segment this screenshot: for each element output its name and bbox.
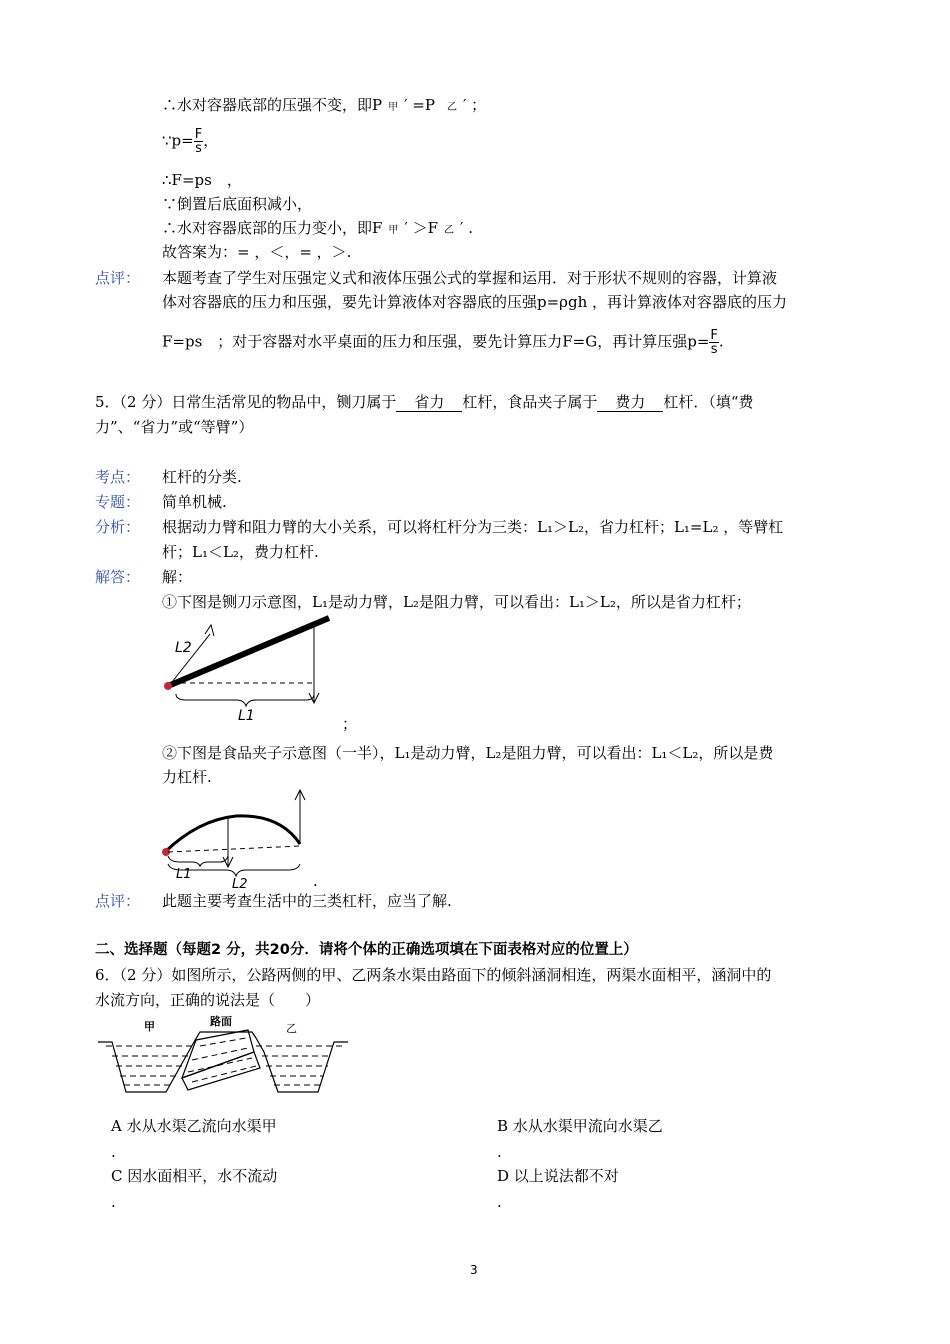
l1-brace <box>176 694 314 706</box>
kaodian-text: 杠杆的分类. <box>162 468 242 486</box>
q5-text-a: 5．（2 分）日常生活常见的物品中，铡刀属于 <box>95 393 397 411</box>
q5-answer2: 费力 <box>597 394 663 412</box>
review4-line3-text: F=ps ；对于容器对水平桌面的压力和压强，要先计算压力F=G，再计算压强p= <box>162 332 710 351</box>
option-a[interactable]: A 水从水渠乙流向水渠甲 <box>111 1117 277 1135</box>
sub-yi: 乙 <box>444 225 455 236</box>
l1-brace <box>168 856 228 866</box>
fenxi-line1: 根据动力臂和阻力臂的大小关系，可以将杠杆分为三类：L₁＞L₂，省力杠杆；L₁=L₂ ，等臂杠 <box>162 518 784 536</box>
q5-line2: 力”、“省力”或“等臂”） <box>95 418 254 436</box>
sol4-line2-pre: ∵p= <box>162 131 194 150</box>
option-c-dot: . <box>111 1193 116 1211</box>
review5-text: 此题主要考查生活中的三类杠杆，应当了解. <box>162 892 452 910</box>
q5-text-c: 杠杆．（填“费 <box>663 393 754 411</box>
fenxi-line2: 杆；L₁＜L₂，费力杠杆. <box>162 543 319 561</box>
sol4-line5-mid: ′ ＞F <box>404 219 439 237</box>
zhuanti-label: 专题： <box>95 493 141 511</box>
sol4-answer: 故答案为：= ，＜，= ，＞. <box>162 243 352 261</box>
review5-label: 点评： <box>95 892 141 910</box>
item2-line2: 力杠杆. <box>162 768 212 786</box>
review4-line2: 体对容器底的压力和压强，要先计算液体对容器底的压强p=ρgh ，再计算液体对容器底的压力 <box>162 293 788 311</box>
fraction-den: s <box>195 141 202 156</box>
sol4-line3: ∴F=ps ， <box>162 171 242 189</box>
fig-label-jia: 甲 <box>144 1020 155 1033</box>
item1-text: ①下图是铡刀示意图，L₁是动力臂，L₂是阻力臂，可以看出：L₁＞L₂，所以是省力杠杆； <box>162 593 751 611</box>
review4-end: . <box>718 332 724 351</box>
sol4-line4: ∵倒置后底面积减小， <box>162 195 313 213</box>
fulcrum-dot <box>164 682 172 690</box>
item2-line1: ②下图是食品夹子示意图（一半），L₁是动力臂，L₂是阻力臂，可以看出：L₁＜L₂，所以是费 <box>162 744 774 762</box>
option-a-dot: . <box>111 1143 116 1161</box>
lever-bar <box>168 618 329 686</box>
kaodian-label: 考点： <box>95 468 141 486</box>
review4-label: 点评： <box>95 269 141 287</box>
q6-line1: 6．（2 分）如图所示，公路两侧的甲、乙两条水渠由路面下的倾斜涵洞相连，两渠水面相平，涵洞中的 <box>95 966 772 984</box>
sol4-line1-text: ∴水对容器底部的压强不变，即P <box>162 96 383 114</box>
fraction-f-over-s <box>709 329 718 356</box>
sol4-line1-end: ′ ； <box>462 96 487 114</box>
fig2-l2-label: L2 <box>232 877 248 890</box>
sol4-line5 <box>162 218 473 241</box>
baseline-dashed <box>168 846 300 852</box>
fig-label-yi: 乙 <box>286 1022 297 1035</box>
q5-line1 <box>95 392 754 412</box>
fraction-num: F <box>710 328 718 343</box>
jieda-text: 解： <box>162 568 193 586</box>
option-b[interactable]: B 水从水渠甲流向水渠乙 <box>497 1117 663 1135</box>
fraction-num: F <box>194 127 203 142</box>
fig1-semicolon: ； <box>342 715 358 733</box>
q5-text-b: 杠杆，食品夹子属于 <box>462 393 598 411</box>
q5-answer1: 省力 <box>396 394 462 412</box>
fraction-den: s <box>710 342 718 357</box>
fig2-dot: . <box>313 872 318 890</box>
fig-label-road: 路面 <box>210 1015 232 1028</box>
sol4-line5-end: ′ . <box>460 219 473 237</box>
sub-jia: 甲 <box>388 225 399 236</box>
road-surface <box>194 1032 256 1042</box>
sol4-line2 <box>162 128 218 155</box>
q6-line2: 水流方向，正确的说法是（ ） <box>95 991 321 1009</box>
page-number: 3 <box>470 1263 478 1277</box>
fig1-l1-label: L1 <box>238 708 255 724</box>
sol4-line2-post: ， <box>203 131 219 150</box>
review4-line3 <box>162 329 724 356</box>
zhuanti-text: 简单机械. <box>162 493 227 511</box>
fenxi-label: 分析： <box>95 518 141 536</box>
fraction-f-over-s <box>194 128 203 155</box>
review4-line1: 本题考查了学生对压强定义式和液体压强公式的掌握和运用．对于形状不规则的容器，计算液 <box>162 269 778 287</box>
option-d-dot: . <box>497 1193 502 1211</box>
option-d[interactable]: D 以上说法都不对 <box>497 1167 619 1185</box>
option-c[interactable]: C 因水面相平，水不流动 <box>111 1167 278 1185</box>
fig2-l1-label: L1 <box>176 867 192 882</box>
canal-culvert-diagram <box>96 1010 351 1105</box>
section2-title: 二、选择题（每题2 分，共20分．请将个体的正确选项填在下面表格对应的位置上） <box>95 942 638 958</box>
sol4-line5-text: ∴水对容器底部的压力变小，即F <box>162 219 383 237</box>
sub-jia: 甲 <box>388 102 399 113</box>
sol4-line1-mid: ′ =P <box>404 96 435 114</box>
jieda-label: 解答： <box>95 568 141 586</box>
sub-yi: 乙 <box>446 102 457 113</box>
fig1-l2-label: L2 <box>175 640 192 656</box>
tongs-lever-diagram <box>158 786 310 890</box>
sol4-line1 <box>162 95 486 118</box>
option-b-dot: . <box>497 1143 502 1161</box>
guillotine-lever-diagram <box>158 612 338 724</box>
